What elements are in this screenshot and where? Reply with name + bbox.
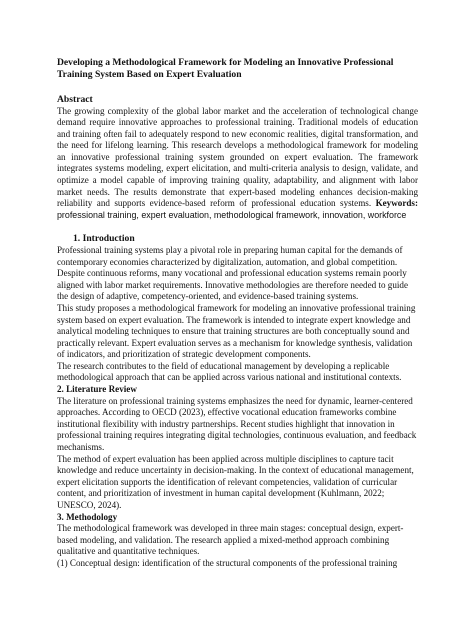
section-heading-methodology: 3. Methodology	[57, 511, 118, 522]
spacer	[57, 80, 418, 94]
methodology-paragraph-1: The methodological framework was developed in three main stages: conceptual design, expert-based modeling, and validation. The research applied a mixed-method approach combining qualitative and quantitative techniques.	[57, 523, 404, 557]
abstract-body: The growing complexity of the global labor market and the acceleration of technological change demand require innovative approaches to professional training. Traditional models of education and training often fail to adequately respond to new economic realities, digital transformation, and the need for lifelong learning. This research develops a methodological framework for modeling an innovative professional training system grounded on expert evaluation. The framework integrates systems modeling, expert elicitation, and multi-criteria analysis to design, validate, and optimize a model capable of improving training quality, adaptability, and alignment with labor market needs. The results demonstrate that expert-based modeling enhances decision-making reliability and supports evidence-based reform of professional education systems.	[57, 105, 418, 209]
literature-paragraph-2: The method of expert evaluation has been applied across multiple disciplines to capture tacit knowledge and reduce uncertainty in decision-making. In the context of educational management, expert elicitation supports the identification of relevant competencies, validation of curricular content, and prioritization of investment in human capital development (Kuhlmann, 2022; UNESCO, 2024).	[57, 453, 414, 510]
literature-paragraph-1: The literature on professional training systems emphasizes the need for dynamic, learner-centered approaches. According to OECD (2023), effective vocational education frameworks combine institutional flexibility with industry partnerships. Recent studies highlight that innovation in professional training requires integrating digital technologies, continuous evaluation, and feedback mechanisms.	[57, 395, 417, 453]
section-heading-literature-review: 2. Literature Review	[57, 384, 137, 395]
keywords-text: professional training, expert evaluation, methodological framework, innovation, workforce	[57, 209, 407, 220]
section-heading-introduction: 1. Introduction	[73, 233, 135, 245]
abstract-text	[57, 106, 418, 222]
spacer	[57, 221, 418, 233]
introduction-paragraph-1: Professional training systems play a pivotal role in preparing human capital for the demands of contemporary economies characterized by digitalization, automation, and global competition. Despite continuous reforms, many vocational and professional education systems remain poorly aligned with labor market requirements. Innovative methodologies are therefore needed to guide the design of adaptive, competency-oriented, and evidence-based training systems.	[57, 244, 408, 302]
paper-title: Developing a Methodological Framework for Modeling an Innovative Professional Training System Based on Expert Evaluation	[57, 57, 394, 80]
keywords-label: Keywords:	[375, 198, 418, 209]
introduction-paragraph-2: This study proposes a methodological framework for modeling an innovative professional training system based on expert evaluation. The framework is intended to integrate expert knowledge and analytical modeling techniques to ensure that training structures are both conceptually sound and practically relevant. Expert evaluation serves as a mechanism for knowledge synthesis, validation of indicators, and prioritization of strategic development components.	[57, 302, 416, 360]
abstract-heading: Abstract	[57, 94, 93, 105]
introduction-paragraph-3: The research contributes to the field of educational management by developing a replicable methodological approach that can be applied across various national and institutional contexts.	[57, 360, 402, 383]
methodology-paragraph-2: (1) Conceptual design: identification of the structural components of the professional training	[57, 557, 398, 568]
